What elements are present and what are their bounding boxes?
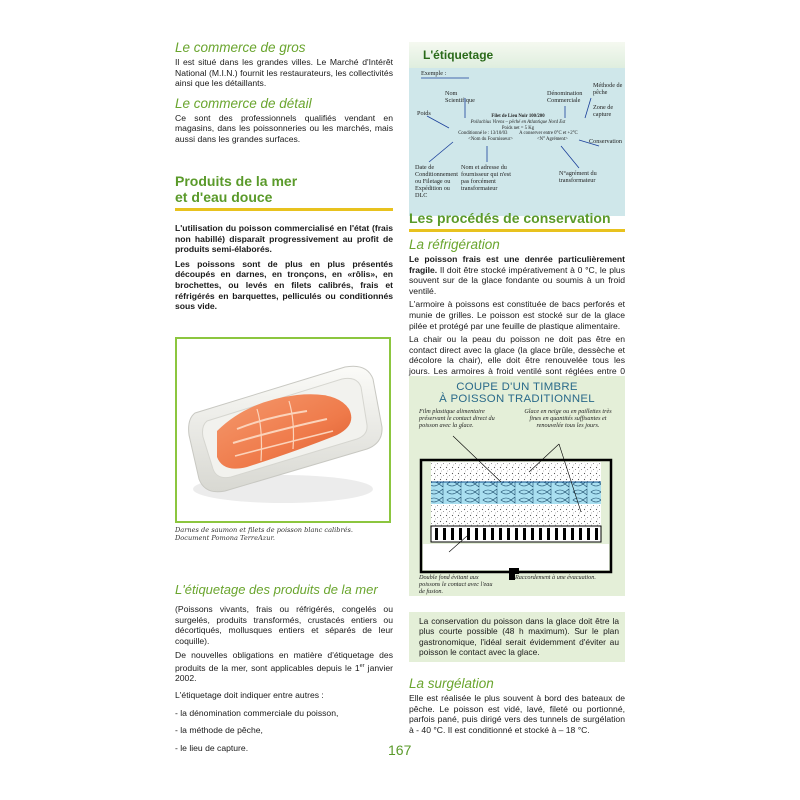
label-agrement: N°agrément du transformateur: [559, 170, 597, 184]
text-commerce-detail: Ce sont des professionnels qualifiés vendant en magasins, dans les poissonneries ou les marchés, mais aussi dans les grandes surfaces.: [175, 112, 393, 144]
label-conservation: Conservation: [589, 138, 622, 145]
heading-refrigeration: La réfrigération: [409, 237, 500, 252]
label-date: Date de Conditionnement ou Filetage ou Expédition ou DLC: [415, 164, 458, 199]
heading-underline: [175, 208, 393, 211]
etiquetage-para2-b: janvier 2002.: [175, 662, 393, 684]
note-box: [409, 612, 625, 662]
label-exemple: Exemple :: [421, 70, 447, 77]
produits-para1: L'utilisation du poisson commercialisé en l'état (frais non habillé) disparaît progressivement au profit de produits semi-élaborés.: [175, 223, 393, 255]
label-sample-line1: Filet de Lieu Noir 100/200: [491, 114, 545, 119]
left-column: [175, 40, 393, 145]
timbre-cross-section: [409, 376, 625, 596]
etiquetage-item-3: - le lieu de capture.: [175, 742, 249, 753]
etiquetage-para3: L'étiquetage doit indiquer entre autres :: [175, 690, 324, 701]
salmon-tray-image: [177, 339, 389, 521]
note-text: La conservation du poisson dans la glace doit être la plus courte possible (48 h maximum). Sur le plan gastronomique, l'idéal serait évidemment d'éviter au poisson le contact avec la glace.: [419, 616, 619, 658]
etiquetage-para2-a: De nouvelles obligations en matière d'étiquetage des produits de la mer, sont applicables depuis le 1: [175, 650, 393, 673]
timbre-title-line2: À POISSON TRADITIONNEL: [439, 393, 595, 405]
photo-caption-line1: Darnes de saumon et filets de poisson blanc calibrés.: [175, 526, 354, 534]
timbre-title-line1: COUPE D'UN TIMBRE: [456, 381, 578, 393]
refrig-para1: [409, 254, 625, 296]
page-number: 167: [388, 742, 412, 758]
label-sample-line4: Conditionné le : 13/10/03 A conserver entre 0°C et +2°C: [458, 131, 578, 137]
photo-caption-line2: Document Pomona TerreAzur.: [175, 534, 275, 542]
heading-commerce-gros: Le commerce de gros: [175, 40, 306, 55]
label-poids: Poids: [417, 110, 431, 117]
section-surgelation: [409, 676, 625, 735]
timbre-film-text: Film plastique alimentaire préservant le contact direct du poisson avec la glace.: [419, 408, 495, 429]
text-commerce-gros: Il est situé dans les grandes villes. Le Marché d'Intérêt National (M.I.N.) fournit les restaurateurs, les collectivités ainsi que les détaillants.: [175, 57, 393, 89]
label-diagram-title: L'étiquetage: [423, 48, 494, 62]
timbre-double-fond-text: Double fond évitant aux poissons le contact avec l'eau de fusion.: [419, 574, 499, 595]
timbre-diagram: [409, 376, 625, 596]
surgelation-text: Elle est réalisée le plus souvent à bord des bateaux de pêche. Le poisson est vidé, lavé, fileté ou portionné, parfois pané, puis dirigé vers des tunnels de surgélation à - 40 °C. Il est conditionné et stocké à – 18 °C.: [409, 693, 625, 735]
label-denomination: Dénomination Commerciale: [547, 90, 583, 104]
heading-conservation: Les procédés de conservation: [409, 210, 611, 226]
refrig-para2: L'armoire à poissons est constituée de bacs perforés et munie de grilles. Le poisson est stocké sur de la glace pilée et protégé par une feuille de plastique alimentaire.: [409, 299, 625, 331]
section-etiquetage: [175, 582, 393, 753]
label-zone: Zone de capture: [593, 104, 614, 118]
heading-produits-line2: et d'eau douce: [175, 189, 273, 205]
section-conservation: [409, 210, 625, 387]
etiquetage-item-1: - la dénomination commerciale du poisson,: [175, 707, 339, 718]
heading-surgelation: La surgélation: [409, 676, 494, 691]
label-nom-scientifique: Nom Scientifique: [445, 90, 475, 104]
label-sample-line5: <Nom du Fournisseur> <N° Agrément>: [468, 137, 568, 143]
etiquetage-item-2: - la méthode de pêche,: [175, 725, 263, 736]
heading-commerce-detail: Le commerce de détail: [175, 95, 312, 111]
label-diagram-box: [409, 42, 625, 216]
etiquetage-para2-sup: er: [359, 662, 365, 669]
label-fournisseur: Nom et adresse du fournisseur qui n'est pas forcément transformateur: [461, 164, 511, 192]
etiquetage-para2: [175, 650, 393, 684]
label-sample-line3: Poids net = 5 Kg: [501, 125, 535, 131]
refrig-para3: La chair ou la peau du poisson ne doit pas être en contact direct avec la glace (la glace brûle, dessèche et décolore la chair), elle doit être renouvelée tous les jours. Les armoires à froid ventilé sont réglées entre 0: [409, 334, 625, 376]
label-methode: Méthode de pêche: [593, 82, 623, 96]
refrig-para1-rest: Il doit être stocké impérativement à 0 °C, le plus souvent sur de la glace fondante ou soumis à un froid ventilé.: [409, 264, 625, 296]
heading-etiquetage: L'étiquetage des produits de la mer: [175, 582, 378, 597]
section-produits: [175, 173, 393, 312]
produits-para2: Les poissons sont de plus en plus présentés découpés en darnes, en tronçons, en «rôlis», en brochettes, ou levés en filets calibrés, frais et réfrigérés en barquettes, pelliculés ou conditionnés sous vide.: [175, 258, 393, 312]
label-sample-line2: Pollachius Virens – pêché en Atlantique Nord Est: [470, 119, 566, 125]
refrig-para1-bold: Le poisson frais est une denrée particulièrement fragile.: [409, 254, 625, 275]
etiquetage-para1: (Poissons vivants, frais ou réfrigérés, congelés ou surgelés, produits transformés, crustacés entiers ou décortiqués, mollusques entiers et séparés de leur coquille).: [175, 604, 393, 646]
conservation-underline: [409, 229, 625, 232]
heading-produits-line1: Produits de la mer: [175, 173, 298, 189]
timbre-glace-text: Glace en neige ou en paillettes très fines en quantités suffisantes et renouvelée tous les jours.: [524, 408, 612, 429]
label-diagram-arrows: [409, 42, 625, 216]
photo-frame: [175, 337, 391, 523]
photo-caption: [175, 526, 395, 542]
timbre-raccordement-text: Raccordement à une évacuation.: [515, 574, 619, 581]
